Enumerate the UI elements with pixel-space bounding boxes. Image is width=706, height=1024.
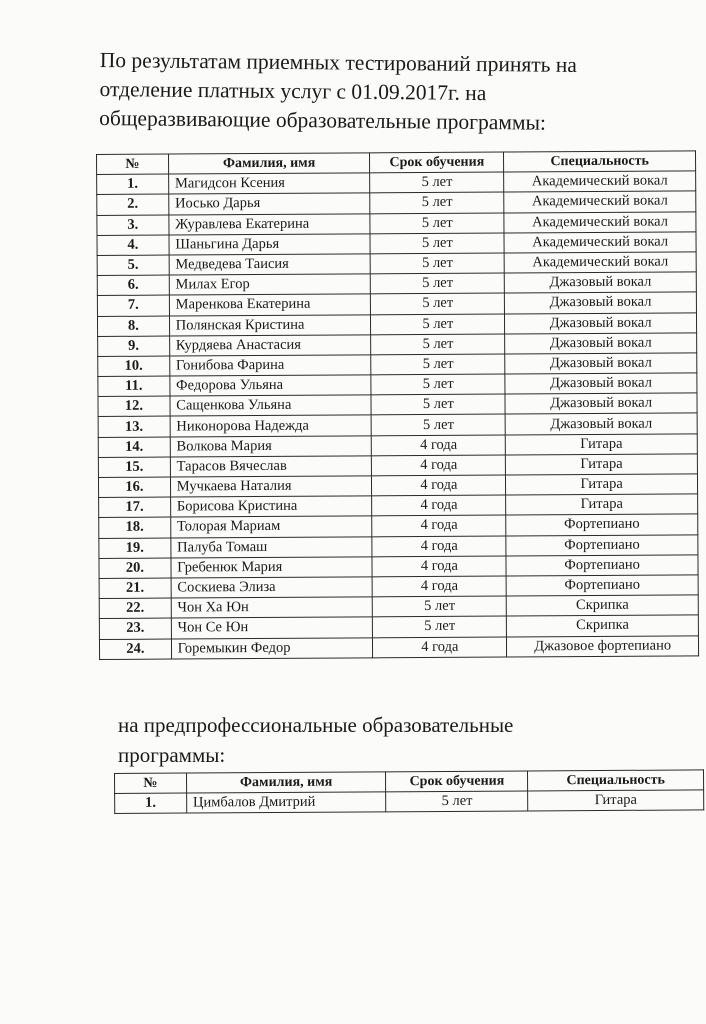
header-duration: Срок обучения — [386, 771, 528, 792]
student-name: Горемыкин Федор — [171, 637, 373, 658]
row-number: 11. — [98, 376, 170, 397]
student-name: Сащенкова Ульяна — [170, 395, 372, 416]
table-body — [115, 790, 704, 814]
study-duration: 5 лет — [370, 172, 504, 193]
specialty: Академический вокал — [504, 191, 696, 212]
row-number: 6. — [97, 275, 169, 296]
study-duration: 5 лет — [371, 273, 505, 294]
row-number: 21. — [99, 578, 171, 599]
header-name: Фамилия, имя — [168, 153, 370, 174]
row-number: 20. — [99, 558, 171, 579]
study-duration: 4 года — [372, 475, 506, 496]
specialty: Фортепиано — [506, 555, 698, 576]
study-duration: 5 лет — [372, 414, 506, 435]
study-duration: 4 года — [372, 556, 506, 577]
row-number: 12. — [98, 396, 170, 417]
student-name: Чон Се Юн — [171, 617, 373, 638]
study-duration: 5 лет — [371, 334, 505, 355]
specialty: Джазовый вокал — [505, 312, 697, 333]
student-name: Толорая Мариам — [170, 516, 372, 537]
specialty: Джазовый вокал — [505, 353, 697, 374]
student-name: Милах Егор — [169, 274, 371, 295]
row-number: 8. — [97, 316, 169, 337]
header-specialty: Специальность — [528, 770, 704, 791]
row-number: 9. — [98, 336, 170, 357]
heading-line-2: отделение платных услуг с 01.09.2017г. на — [99, 76, 487, 106]
preprofessional-programs-table — [114, 769, 704, 814]
header-number: № — [115, 773, 187, 794]
study-duration: 5 лет — [370, 213, 504, 234]
row-number: 13. — [98, 416, 170, 437]
specialty: Джазовый вокал — [505, 373, 697, 394]
student-name: Палуба Томаш — [171, 536, 373, 557]
header-duration: Срок обучения — [370, 152, 504, 173]
student-name: Иосько Дарья — [168, 193, 370, 214]
row-number: 24. — [99, 639, 171, 660]
study-duration: 5 лет — [370, 233, 504, 254]
specialty: Гитара — [506, 454, 698, 475]
table-row — [99, 635, 698, 659]
student-name: Гонибова Фарина — [169, 355, 371, 376]
study-duration: 5 лет — [370, 192, 504, 213]
student-name: Никонорова Надежда — [170, 415, 372, 436]
specialty: Фортепиано — [506, 575, 698, 596]
study-duration: 4 года — [372, 536, 506, 557]
row-number: 4. — [97, 235, 169, 256]
row-number: 18. — [99, 517, 171, 538]
specialty: Джазовый вокал — [505, 333, 697, 354]
row-number: 15. — [98, 457, 170, 478]
student-name: Журавлева Екатерина — [169, 213, 371, 234]
study-duration: 4 года — [373, 637, 507, 658]
specialty: Академический вокал — [504, 171, 696, 192]
specialty: Джазовый вокал — [505, 393, 697, 414]
specialty: Джазовый вокал — [505, 413, 697, 434]
heading-line-1: По результатам приемных тестирований принять на — [99, 47, 578, 77]
student-name: Тарасов Вячеслав — [170, 456, 372, 477]
row-number: 10. — [98, 356, 170, 377]
header-number: № — [97, 154, 169, 175]
section-subheading — [118, 710, 638, 770]
study-duration: 5 лет — [373, 616, 507, 637]
study-duration: 5 лет — [371, 394, 505, 415]
specialty: Гитара — [528, 790, 704, 811]
general-programs-table — [96, 150, 699, 659]
specialty: Гитара — [506, 474, 698, 495]
study-duration: 4 года — [372, 576, 506, 597]
student-name: Федорова Ульяна — [170, 375, 372, 396]
row-number: 1. — [115, 793, 187, 814]
study-duration: 5 лет — [371, 314, 505, 335]
student-name: Борисова Кристина — [170, 496, 372, 517]
subheading-line-2: программы: — [118, 743, 226, 767]
specialty: Академический вокал — [504, 211, 696, 232]
study-duration: 5 лет — [373, 596, 507, 617]
study-duration: 5 лет — [371, 374, 505, 395]
student-name: Маренкова Екатерина — [169, 294, 371, 315]
row-number: 17. — [99, 497, 171, 518]
header-name: Фамилия, имя — [186, 772, 386, 793]
row-number: 7. — [97, 295, 169, 316]
student-name: Чон Ха Юн — [171, 597, 373, 618]
study-duration: 4 года — [372, 435, 506, 456]
study-duration: 5 лет — [371, 354, 505, 375]
student-name: Полянская Кристина — [169, 314, 371, 335]
row-number: 22. — [99, 598, 171, 619]
table-row — [115, 790, 704, 814]
specialty: Джазовое фортепиано — [507, 635, 699, 656]
student-name: Волкова Мария — [170, 435, 372, 456]
document-heading — [99, 46, 680, 139]
specialty: Фортепиано — [506, 534, 698, 555]
row-number: 3. — [97, 215, 169, 236]
row-number: 23. — [99, 618, 171, 639]
subheading-line-1: на предпрофессиональные образовательные — [118, 713, 514, 737]
row-number: 5. — [97, 255, 169, 276]
row-number: 16. — [98, 477, 170, 498]
row-number: 14. — [98, 437, 170, 458]
row-number: 1. — [97, 174, 169, 195]
specialty: Скрипка — [506, 595, 698, 616]
specialty: Академический вокал — [504, 232, 696, 253]
study-duration: 4 года — [372, 455, 506, 476]
study-duration: 5 лет — [371, 253, 505, 274]
student-name: Шаньгина Дарья — [169, 234, 371, 255]
specialty: Гитара — [506, 494, 698, 515]
row-number: 2. — [97, 194, 169, 215]
table-body — [97, 171, 699, 659]
specialty: Академический вокал — [504, 252, 696, 273]
student-name: Гребенюк Мария — [171, 557, 373, 578]
student-name: Курдяева Анастасия — [169, 335, 371, 356]
specialty: Гитара — [505, 433, 697, 454]
study-duration: 5 лет — [371, 293, 505, 314]
student-name: Медведева Таисия — [169, 254, 371, 275]
student-name: Мучкаева Наталия — [170, 476, 372, 497]
header-specialty: Специальность — [504, 151, 696, 172]
specialty: Джазовый вокал — [505, 292, 697, 313]
student-name: Магидсон Ксения — [168, 173, 370, 194]
row-number: 19. — [99, 538, 171, 559]
student-name: Цимбалов Дмитрий — [186, 792, 386, 813]
specialty: Джазовый вокал — [504, 272, 696, 293]
specialty: Скрипка — [507, 615, 699, 636]
study-duration: 4 года — [372, 495, 506, 516]
study-duration: 5 лет — [386, 791, 528, 812]
student-name: Соскиева Элиза — [171, 577, 373, 598]
study-duration: 4 года — [372, 515, 506, 536]
specialty: Фортепиано — [506, 514, 698, 535]
heading-line-3: общеразвивающие образовательные программы: — [99, 105, 547, 135]
